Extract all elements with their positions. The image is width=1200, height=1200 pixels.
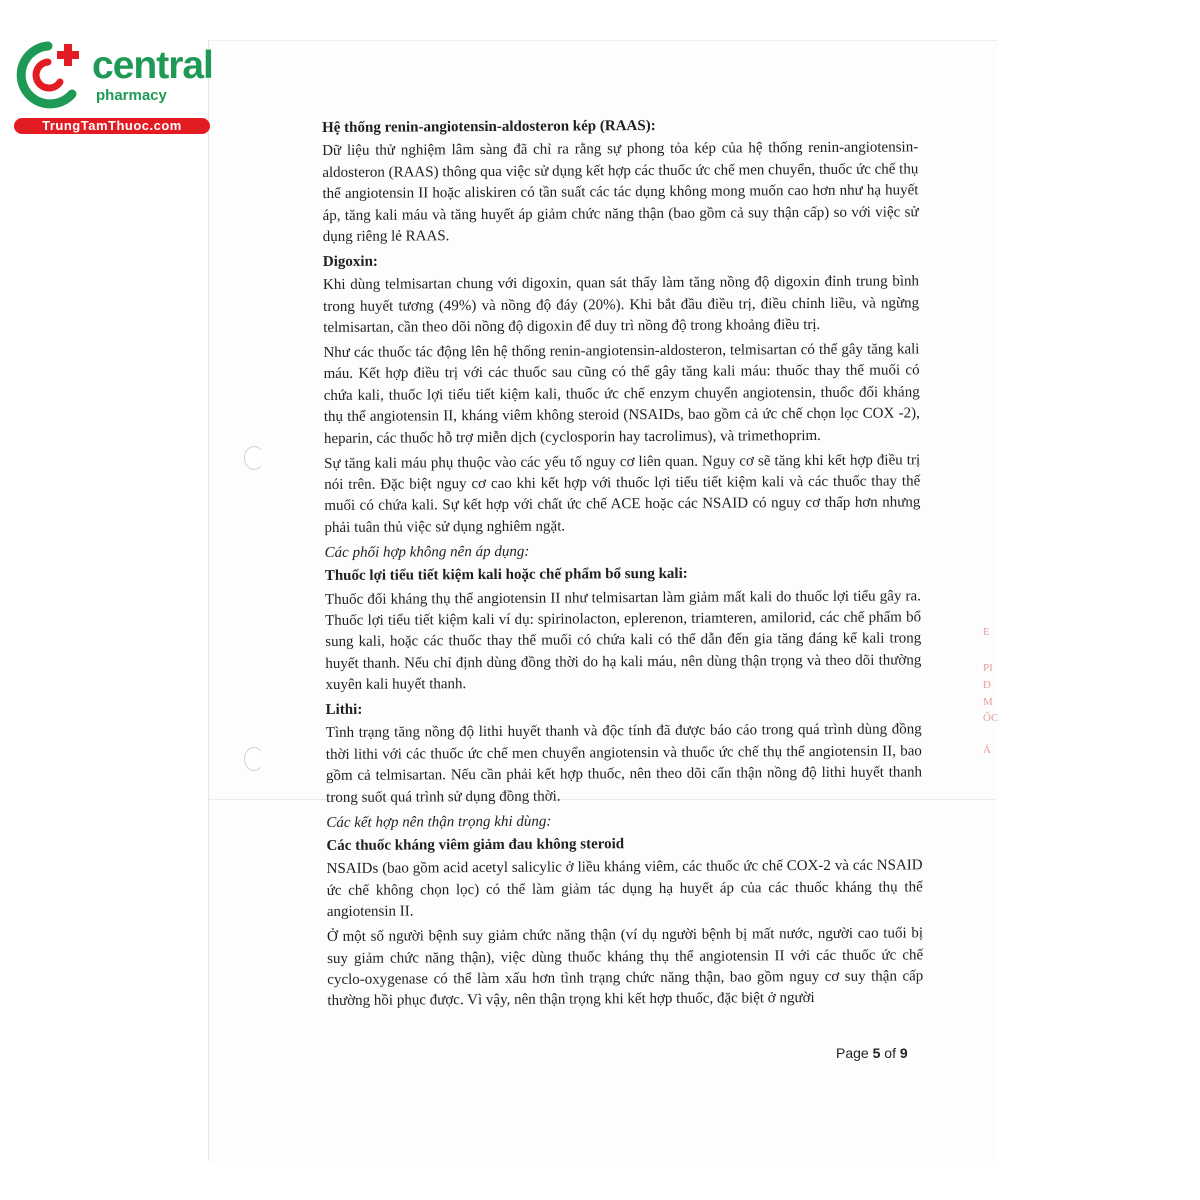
pharmacy-logo-icon bbox=[8, 38, 90, 114]
paragraph-hyperkalemia-risk: Sự tăng kali máu phụ thuộc vào các yếu tố nguy cơ liên quan. Nguy cơ sẽ tăng khi kết hợp điều trị nói trên. Đặc biệt nguy cơ cao khi kết hợp với thuốc lợi tiểu tiết kiệm kali và các thuốc thay thế muối có chứa kali. Sự kết hợp với chất ức chế ACE hoặc các NSAID có nguy cơ thấp hơn nhưng phải tuân thủ việc sử dụng nghiêm ngặt. bbox=[324, 451, 921, 536]
central-pharmacy-logo bbox=[8, 38, 213, 136]
paragraph-potassium-sparing: Thuốc đối kháng thụ thể angiotensin II như telmisartan làm giảm mất kali do thuốc lợi tiểu gây ra. Thuốc lợi tiểu tiết kiệm kali ví dụ: spirinolacton, eplerenon, triamteren, amilorid, các chế phẩm bổ sung kali, hoặc các thuốc thay thế muối có chứa kali có thể dẫn đến gia tăng đáng kể kali trong huyết thanh. Nếu chỉ định dùng đồng thời do hạ kali máu, nên dùng thận trọng và theo dõi thường xuyên kali huyết thanh. bbox=[324, 587, 922, 694]
heading-raas: Hệ thống renin-angiotensin-aldosteron kép (RAAS): bbox=[322, 117, 656, 136]
paragraph-lithium: Tình trạng tăng nồng độ lithi huyết thanh và độc tính đã được báo cáo trong quá trình dùng đồng thời lithi với các thuốc ức chế men chuyển angiotensin và thuốc ức chế thụ thể angiotensin II, bao gồm cả telmisartan. Nếu cần phải kết hợp thuốc, nên theo dõi cẩn thận nồng độ lithi huyết thanh trong suốt quá trình sử dụng đồng thời. bbox=[325, 721, 923, 806]
page-number-total: 9 bbox=[899, 1045, 908, 1061]
heading-lithium: Lithi: bbox=[325, 701, 363, 719]
logo-brand-name: central bbox=[92, 44, 213, 87]
stamp-fragment: E bbox=[983, 626, 990, 638]
heading-nsaids: Các thuốc kháng viêm giảm đau không steroid bbox=[326, 836, 625, 854]
page-number-current: 5 bbox=[872, 1045, 881, 1061]
punch-hole bbox=[244, 747, 264, 771]
paragraph-digoxin: Khi dùng telmisartan chung với digoxin, quan sát thấy làm tăng nồng độ digoxin đỉnh trung bình trong huyết tương (49%) và nồng độ đáy (20%). Khi bắt đầu điều trị, điều chỉnh liều, và ngừng telmisartan, cần theo dõi nồng độ digoxin để duy trì nồng độ trong khoảng điều trị. bbox=[322, 273, 920, 337]
stamp-fragment: D bbox=[983, 679, 991, 691]
paragraph-raas: Dữ liệu thử nghiệm lâm sàng đã chỉ ra rằng sự phong tỏa kép của hệ thống renin-angiotensin-aldosteron (RAAS) thông qua việc sử dụng kết hợp các thuốc ức chế men chuyển, thuốc ức chế thụ thể angiotensin II hoặc aliskiren có tần suất các tác dụng không mong muốn cao hơn như hạ huyết áp, tăng kali máu và tăng huyết áp giảm chức năng thận (bao gồm cả suy thận cấp) so với việc sử dụng riêng lẻ RAAS. bbox=[322, 139, 919, 246]
paragraph-nsaids: NSAIDs (bao gồm acid acetyl salicylic ở liều kháng viêm, các thuốc ức chế COX-2 và các NSAID ức chế không chọn lọc) có thể làm giảm tác dụng hạ huyết áp của các thuốc kháng thụ thể angiotensin II. bbox=[326, 857, 923, 921]
punch-hole bbox=[244, 446, 264, 470]
logo-subtitle: pharmacy bbox=[96, 87, 167, 104]
stamp-fragment: PI bbox=[983, 662, 993, 674]
logo-website-banner: TrungTamThuoc.com bbox=[14, 118, 210, 134]
subheading-not-recommended: Các phối hợp không nên áp dụng: bbox=[324, 543, 530, 561]
page-number-separator: of bbox=[880, 1045, 900, 1061]
stamp-fragment: M bbox=[983, 696, 993, 708]
paragraph-renal-impairment: Ở một số người bệnh suy giảm chức năng thận (ví dụ người bệnh bị mất nước, người cao tuổi bị suy giảm chức năng thận), việc dùng thuốc kháng thụ thể angiotensin II với các thuốc ức chế cyclo-oxygenase có thể làm xấu hơn tình trạng chức năng thận, bao gồm nguy cơ suy thận cấp thường hồi phục được. Vì vậy, nên thận trọng khi kết hợp thuốc, đặc biệt ở người bbox=[326, 925, 924, 1010]
paragraph-hyperkalemia: Như các thuốc tác động lên hệ thống renin-angiotensin-aldosteron, telmisartan có thể gây tăng kali máu. Kết hợp điều trị với các thuốc sau cũng có thể gây tăng kali máu: thuốc thay thế muối có chứa kali, thuốc lợi tiểu tiết kiệm kali, thuốc ức chế enzym chuyển angiotensin, thuốc đối kháng thụ thể angiotensin II, kháng viêm không steroid (NSAIDs, bao gồm cả ức chế chọn lọc COX -2), heparin, các thuốc hỗ trợ miễn dịch (cyclosporin hay tacrolimus), và trimethoprim. bbox=[323, 341, 920, 447]
heading-digoxin: Digoxin: bbox=[322, 253, 378, 270]
stamp-fragment: ỐC bbox=[983, 712, 999, 724]
stamp-fragment: Ả bbox=[983, 744, 991, 756]
document-body bbox=[322, 114, 923, 1016]
heading-potassium-sparing: Thuốc lợi tiểu tiết kiệm kali hoặc chế phẩm bổ sung kali: bbox=[324, 565, 688, 585]
page-number bbox=[836, 1045, 908, 1061]
page-number-prefix: Page bbox=[836, 1045, 873, 1061]
subheading-caution: Các kết hợp nên thận trọng khi dùng: bbox=[326, 813, 552, 831]
